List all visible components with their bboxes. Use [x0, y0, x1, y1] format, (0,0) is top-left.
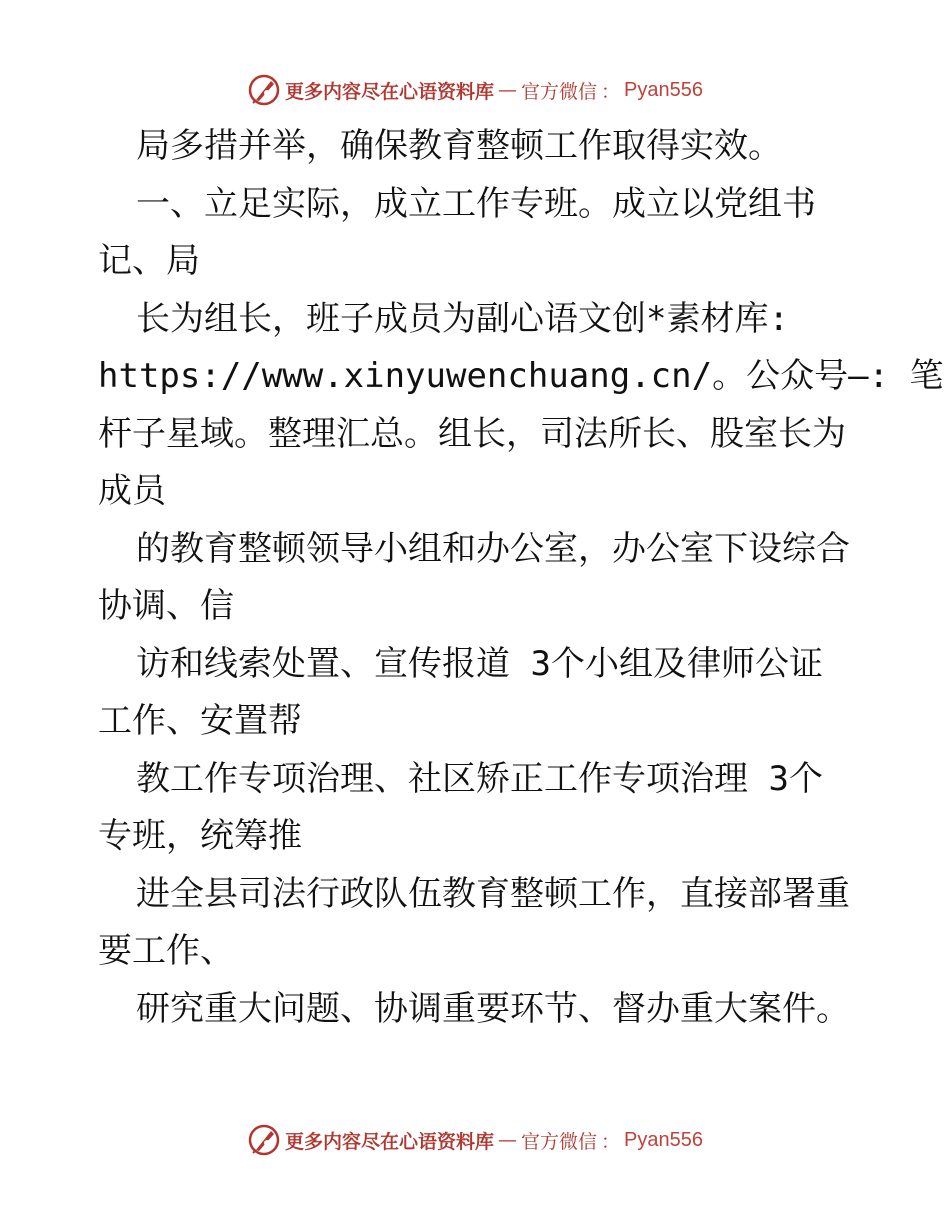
paragraph-line: 要工作、 — [98, 931, 234, 971]
quill-pen-circle-icon — [247, 1123, 281, 1157]
watermark-wechat-label: 官方微信 — [521, 80, 598, 103]
watermark-account: Pyan556 — [624, 1128, 703, 1151]
watermark-site-text: 更多内容尽在心语资料库 — [284, 80, 494, 103]
paragraph-line: 杆子星域。整理汇总。组长，司法所长、股室长为 — [98, 413, 846, 454]
quill-pen-circle-icon — [247, 73, 281, 107]
paragraph-line: 局多措并举，确保教育整顿工作取得实效。 — [136, 126, 782, 166]
document-body — [98, 118, 944, 1038]
paragraph-line: 研究重大问题、协调重要环节、督办重大案件。 — [136, 988, 850, 1029]
paragraph-line: 协调、信 — [98, 586, 234, 626]
paragraph-line: 进全县司法行政队伍教育整顿工作，直接部署重 — [136, 873, 850, 914]
header-watermark — [0, 70, 950, 110]
paragraph-line: 的教育整顿领导小组和办公室，办公室下设综合 — [136, 528, 850, 569]
paragraph-line: 工作、安置帮 — [98, 701, 302, 741]
paragraph-line: 教工作专项治理、社区矫正工作专项治理 3个 — [136, 758, 823, 799]
paragraph-line: 长为组长，班子成员为副心语文创*素材库: — [136, 298, 789, 339]
watermark-dash: — — [498, 79, 517, 101]
paragraph-line: 专班，统筹推 — [98, 816, 302, 856]
paragraph-line: 成员 — [98, 471, 166, 511]
watermark-wechat-label: 官方微信 — [521, 1130, 598, 1153]
paragraph-line: https://www.xinyuwenchuang.cn/。公众号—: 笔 — [98, 356, 944, 396]
watermark-dash: — — [498, 1129, 517, 1151]
footer-watermark — [0, 1120, 950, 1160]
paragraph-line: 记、局 — [98, 241, 200, 281]
paragraph-line: 访和线索处置、宣传报道 3个小组及律师公证 — [136, 643, 823, 684]
watermark-colon: ： — [601, 80, 621, 103]
paragraph-line: 一、立足实际，成立工作专班。成立以党组书 — [136, 183, 816, 224]
watermark-colon: ： — [601, 1130, 621, 1153]
watermark-site-text: 更多内容尽在心语资料库 — [284, 1130, 494, 1153]
watermark-account: Pyan556 — [624, 78, 703, 101]
